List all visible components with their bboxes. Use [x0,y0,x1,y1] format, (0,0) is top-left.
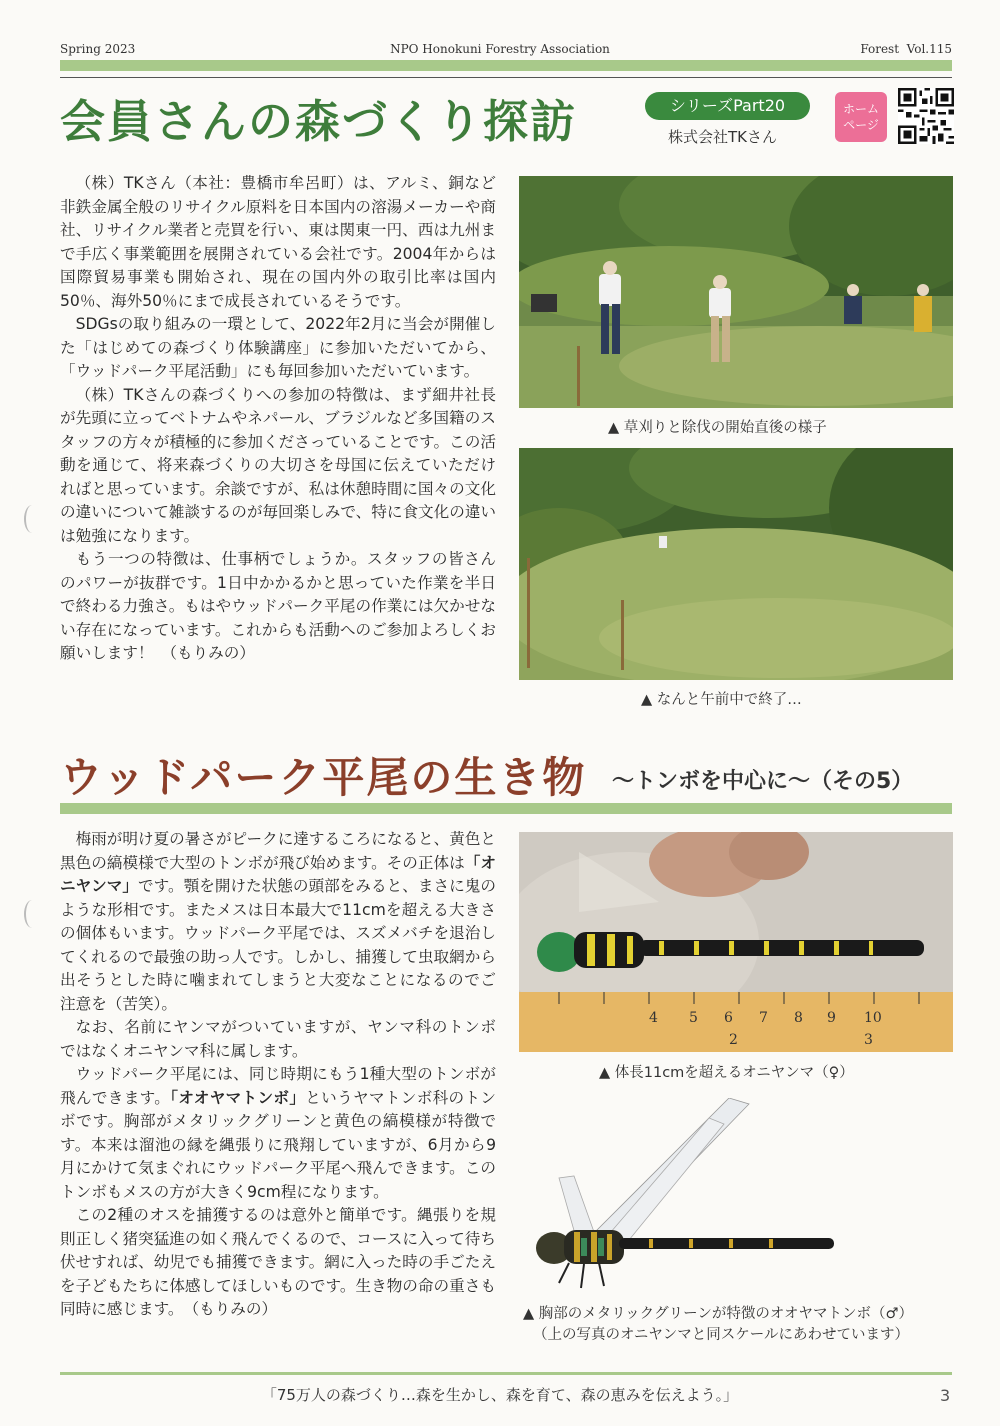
header-green-bar [60,60,952,71]
ruler-label: 2 [729,1032,738,1048]
photo-caption: ▲ 胸部のメタリックグリーンが特徴のオオヤマトンボ（♂） [523,1306,913,1322]
article1-title: 会員さんの森づくり探訪 [60,95,578,148]
series-pill: シリーズPart20 [645,92,810,120]
bold-term-oniyanma: 「オニヤンマ」 [60,853,496,895]
photo-mowing-finished [519,448,953,680]
article2-subtitle: ～トンボを中心に～（その5） [612,769,914,794]
article1-paragraph: （株）TKさん（本社：豊橋市牟呂町）は、アルミ、銅など非鉄金属全般のリサイクル原料を日本国内の溶湯メーカーや商社、リサイクル業者と売買を行い、東は関東一円、西は九州まで手広く事業範囲を展開されている会社です。2004年からは国際貿易事業も開始され、現在の国内外の取引比率は国内50％、海外50％にまで成長されているそうです。 [60,174,496,310]
article1-paragraph: （株）TKさんの森づくりへの参加の特徴は、まず細井社長が先頭に立ってベトナムやネパール、ブラジルなど多国籍のスタッフの方々が積極的に参加くださっていることです。この活動を通じて、将来森づくりの大切さを母国に伝えていただければと思っています。余談ですが、私は休憩時間に国々の文化の違いについて雑談するのが毎回楽しみで、特に食文化の違いは勉強になります。 [60,385,497,545]
article2-paragraph: この2種のオスを捕獲するのは意外と簡単です。縄張りを規則正しく猪突猛進の如く飛んでくるので、コースに入って待ち伏せすれば、幼児でも捕獲できます。網に入った時の手ごたえを子どもたちに体感してほしいものです。生き物の命の重さも同時に感じます。 （もりみの） [60,1206,496,1318]
punch-hole-mark [24,900,40,928]
ruler-label: 6 [724,1010,733,1026]
ruler-label: 4 [649,1010,658,1026]
photo-ooyamatonbo [519,1098,849,1294]
article2-body [60,828,496,1322]
section-green-bar [60,803,952,814]
photo-caption: ▲ なんと午前中で終了… [641,692,802,708]
photo-caption: ▲ 体長11cmを超えるオニヤンマ（♀） [599,1065,854,1081]
article1-body [60,172,496,666]
ruler-label: 3 [864,1032,873,1048]
page-number: 3 [940,1386,951,1405]
qr-code-icon[interactable] [898,88,954,144]
article2-paragraph: 梅雨が明け夏の暑さがピークに達するころになると、黄色と黒色の縞模様で大型のトンボが飛び始めます。その正体は「オニヤンマ」です。顎を開けた状態の頭部をみると、まさに鬼のような形相です。またメスは日本最大で11cmを超える大きさの個体もいます。ウッドパーク平尾では、スズメバチを退治してくれるので最強の助っ人です。しかし、捕獲して虫取網から出そうとした時に噛まれてしまうと大変なことになるのでご注意を（苦笑）。 [60,830,497,1013]
photo-caption: ▲ 草刈りと除伐の開始直後の様子 [608,420,827,436]
header-rule [60,77,952,78]
ruler-label: 8 [794,1010,803,1026]
homepage-badge[interactable] [835,92,887,142]
homepage-badge-line2: ページ [843,118,879,132]
article2-title: ウッドパーク平尾の生き物 [60,753,587,802]
punch-hole-mark [24,505,40,533]
ruler-label: 9 [827,1010,836,1026]
article1-paragraph: SDGsの取り組みの一環として、2022年2月に当会が開催した「はじめての森づくり体験講座」に参加いただいてから、「ウッドパーク平尾活動」にも毎回参加いただいています。 [60,315,496,380]
ruler-label: 7 [759,1010,768,1026]
ruler-label: 5 [689,1010,698,1026]
photo-caption: （上の写真のオニヤンマと同スケールにあわせています） [533,1327,909,1343]
header-season: Spring 2023 [60,42,136,56]
article2-paragraph: なお、名前にヤンマがついていますが、ヤンマ科のトンボではなくオニヤンマ科に属します。 [60,1018,496,1060]
photo-oniyanma [519,832,953,1052]
header-volume: Forest Vol.115 [860,42,952,56]
header-association: NPO Honokuni Forestry Association [390,42,610,56]
company-name: 株式会社TKさん [668,128,777,146]
article2-paragraph: ウッドパーク平尾には、同じ時期にもう1種大型のトンボが飛んできます。「オオヤマトンボ」というヤマトンボ科のトンボです。胸部がメタリックグリーンと黄色の縞模様が特徴です。本来は溜池の縁を縄張りに飛翔していますが、6月から9月にかけて気まぐれにウッドパーク平尾へ飛んできます。このトンボもメスの方が大きく9cm程になります。 [60,1065,496,1201]
homepage-badge-line1: ホーム [842,102,879,116]
footer-slogan: 「75万人の森づくり…森を生かし、森を育て、森の恵みを伝えよう。」 [261,1386,739,1404]
article1-paragraph: もう一つの特徴は、仕事柄でしょうか。スタッフの皆さんのパワーが抜群です。1日中かかるかと思っていた作業を半日で終わる力強さ。もはやウッドパーク平尾の作業には欠かせない存在になっています。これからも活動へのご参加よろしくお願いします！ （もりみの） [60,550,496,662]
ruler-label: 10 [864,1010,882,1026]
bold-term-ooyamatonbo: 「オオヤマトンボ」 [170,1088,306,1107]
photo-mowing-start [519,176,953,408]
